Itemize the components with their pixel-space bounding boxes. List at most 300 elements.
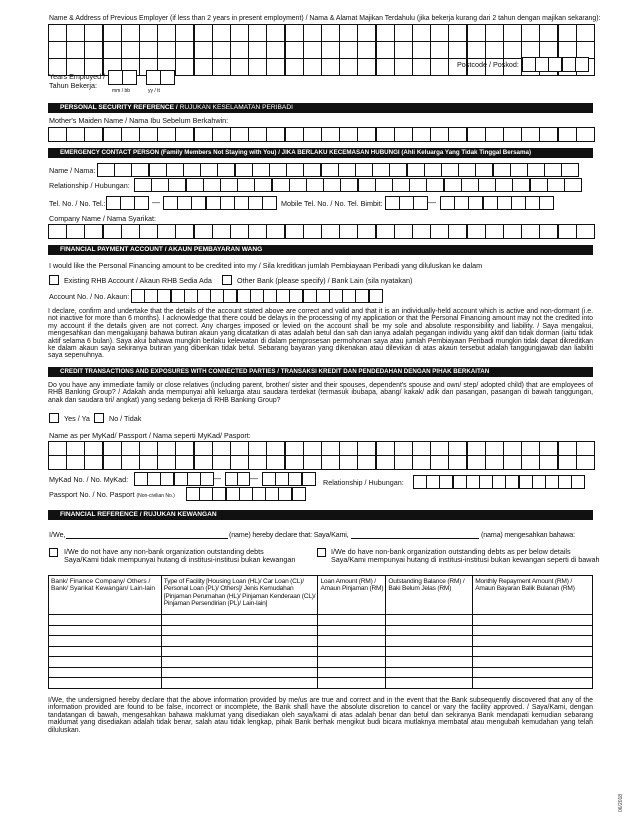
char-cell[interactable] [292, 487, 306, 501]
table-cell[interactable] [49, 646, 162, 657]
char-cell[interactable] [321, 455, 340, 470]
char-cell[interactable] [376, 58, 395, 76]
char-cell[interactable] [248, 24, 267, 42]
char-cell[interactable] [539, 441, 558, 456]
table-cell[interactable] [386, 646, 473, 657]
table-cell[interactable] [161, 636, 318, 647]
char-cell[interactable] [339, 41, 358, 59]
char-cell[interactable] [448, 224, 467, 239]
char-cell[interactable] [177, 196, 192, 210]
char-cell[interactable] [122, 70, 137, 85]
char-cell[interactable] [203, 178, 221, 192]
char-cell[interactable] [97, 163, 115, 177]
char-cell[interactable] [357, 441, 376, 456]
char-cell[interactable] [120, 196, 135, 210]
char-cell[interactable] [394, 224, 413, 239]
char-cell[interactable] [495, 178, 513, 192]
table-cell[interactable] [386, 636, 473, 647]
char-cell[interactable] [467, 224, 486, 239]
char-cell[interactable] [576, 24, 595, 42]
char-cell[interactable] [210, 289, 224, 303]
char-cell[interactable] [174, 472, 188, 486]
char-cell[interactable] [394, 41, 413, 59]
char-cell[interactable] [194, 127, 213, 142]
char-cell[interactable] [266, 24, 285, 42]
char-cell[interactable] [467, 455, 486, 470]
char-cell[interactable] [194, 24, 213, 42]
char-cell[interactable] [539, 196, 554, 210]
char-cell[interactable] [430, 24, 449, 42]
char-cell[interactable] [103, 127, 122, 142]
char-cell[interactable] [131, 289, 145, 303]
char-cell[interactable] [467, 441, 486, 456]
char-cell[interactable] [510, 163, 528, 177]
char-cell[interactable] [84, 127, 103, 142]
char-cell[interactable] [266, 441, 285, 456]
char-cell[interactable] [376, 224, 395, 239]
char-cell[interactable] [48, 224, 67, 239]
char-cell[interactable] [212, 127, 231, 142]
char-cell[interactable] [458, 163, 476, 177]
char-cell[interactable] [223, 289, 237, 303]
char-cell[interactable] [539, 24, 558, 42]
char-cell[interactable] [321, 441, 340, 456]
char-cell[interactable] [339, 224, 358, 239]
char-cell[interactable] [212, 455, 231, 470]
table-cell[interactable] [318, 657, 386, 668]
char-cell[interactable] [522, 57, 536, 72]
char-cell[interactable] [121, 455, 140, 470]
char-cell[interactable] [329, 289, 343, 303]
char-cell[interactable] [239, 487, 253, 501]
char-cell[interactable] [286, 163, 304, 177]
char-cell[interactable] [230, 24, 249, 42]
char-cell[interactable] [376, 455, 395, 470]
char-cell[interactable] [184, 289, 198, 303]
char-cell[interactable] [103, 24, 122, 42]
char-cell[interactable] [394, 24, 413, 42]
char-cell[interactable] [103, 41, 122, 59]
char-cell[interactable] [151, 178, 169, 192]
grid-row[interactable] [48, 41, 594, 59]
grid-row[interactable] [48, 441, 594, 456]
char-cell[interactable] [372, 163, 390, 177]
char-cell[interactable] [235, 163, 253, 177]
char-cell[interactable] [285, 24, 304, 42]
char-cell[interactable] [576, 455, 595, 470]
char-cell[interactable] [84, 455, 103, 470]
table-row[interactable] [49, 678, 593, 689]
char-cell[interactable] [467, 24, 486, 42]
char-cell[interactable] [103, 224, 122, 239]
char-cell[interactable] [547, 178, 565, 192]
char-cell[interactable] [357, 224, 376, 239]
char-cell[interactable] [389, 163, 407, 177]
char-cell[interactable] [539, 224, 558, 239]
char-cell[interactable] [266, 455, 285, 470]
char-cell[interactable] [561, 163, 579, 177]
char-cell[interactable] [212, 224, 231, 239]
char-cell[interactable] [186, 487, 200, 501]
table-cell[interactable] [386, 657, 473, 668]
char-cell[interactable] [376, 41, 395, 59]
char-cell[interactable] [265, 487, 279, 501]
char-cell[interactable] [262, 472, 276, 486]
char-cell[interactable] [511, 196, 526, 210]
table-cell[interactable] [473, 636, 593, 647]
char-cell[interactable] [479, 475, 493, 489]
char-cell[interactable] [48, 24, 67, 42]
years-mm-field[interactable] [108, 70, 136, 85]
char-cell[interactable] [66, 24, 85, 42]
char-cell[interactable] [357, 24, 376, 42]
char-cell[interactable] [323, 178, 341, 192]
char-cell[interactable] [576, 127, 595, 142]
char-cell[interactable] [399, 196, 414, 210]
char-cell[interactable] [266, 224, 285, 239]
char-cell[interactable] [385, 196, 400, 210]
char-cell[interactable] [248, 455, 267, 470]
char-cell[interactable] [157, 441, 176, 456]
char-cell[interactable] [448, 41, 467, 59]
char-cell[interactable] [230, 58, 249, 76]
char-cell[interactable] [430, 41, 449, 59]
char-cell[interactable] [234, 196, 249, 210]
char-cell[interactable] [575, 57, 589, 72]
char-cell[interactable] [357, 41, 376, 59]
char-cell[interactable] [84, 24, 103, 42]
char-cell[interactable] [466, 475, 480, 489]
table-row[interactable] [49, 625, 593, 636]
char-cell[interactable] [521, 127, 540, 142]
char-cell[interactable] [412, 24, 431, 42]
years-yy-field[interactable] [146, 70, 174, 85]
table-row[interactable] [49, 615, 593, 626]
char-cell[interactable] [157, 455, 176, 470]
char-cell[interactable] [339, 441, 358, 456]
tel-area-field[interactable] [106, 196, 149, 210]
char-cell[interactable] [186, 178, 204, 192]
table-cell[interactable] [473, 625, 593, 636]
char-cell[interactable] [412, 455, 431, 470]
char-cell[interactable] [303, 455, 322, 470]
char-cell[interactable] [278, 487, 292, 501]
char-cell[interactable] [503, 127, 522, 142]
char-cell[interactable] [171, 289, 185, 303]
char-cell[interactable] [166, 163, 184, 177]
char-cell[interactable] [485, 455, 504, 470]
char-cell[interactable] [503, 441, 522, 456]
char-cell[interactable] [220, 196, 235, 210]
table-row[interactable] [49, 646, 593, 657]
char-cell[interactable] [139, 41, 158, 59]
other-bank-checkbox[interactable] [222, 275, 232, 285]
char-cell[interactable] [430, 58, 449, 76]
table-cell[interactable] [473, 615, 593, 626]
char-cell[interactable] [175, 127, 194, 142]
char-cell[interactable] [558, 224, 577, 239]
char-cell[interactable] [548, 57, 562, 72]
char-cell[interactable] [139, 24, 158, 42]
char-cell[interactable] [505, 475, 519, 489]
char-cell[interactable] [197, 289, 211, 303]
char-cell[interactable] [134, 196, 149, 210]
mykad-part1-field[interactable] [134, 472, 213, 486]
char-cell[interactable] [225, 472, 238, 486]
char-cell[interactable] [276, 289, 290, 303]
char-cell[interactable] [430, 224, 449, 239]
char-cell[interactable] [194, 455, 213, 470]
char-cell[interactable] [412, 224, 431, 239]
char-cell[interactable] [212, 441, 231, 456]
char-cell[interactable] [103, 441, 122, 456]
char-cell[interactable] [303, 24, 322, 42]
char-cell[interactable] [157, 41, 176, 59]
char-cell[interactable] [266, 127, 285, 142]
char-cell[interactable] [121, 224, 140, 239]
char-cell[interactable] [285, 127, 304, 142]
char-cell[interactable] [340, 178, 358, 192]
char-cell[interactable] [439, 475, 453, 489]
char-cell[interactable] [103, 455, 122, 470]
char-cell[interactable] [263, 289, 277, 303]
char-cell[interactable] [303, 224, 322, 239]
char-cell[interactable] [252, 163, 270, 177]
char-cell[interactable] [562, 57, 576, 72]
table-cell[interactable] [473, 657, 593, 668]
char-cell[interactable] [358, 178, 376, 192]
char-cell[interactable] [485, 127, 504, 142]
char-cell[interactable] [121, 24, 140, 42]
char-cell[interactable] [160, 472, 174, 486]
char-cell[interactable] [571, 475, 585, 489]
char-cell[interactable] [266, 58, 285, 76]
char-cell[interactable] [302, 472, 316, 486]
char-cell[interactable] [183, 163, 201, 177]
char-cell[interactable] [321, 58, 340, 76]
char-cell[interactable] [444, 178, 462, 192]
char-cell[interactable] [564, 178, 582, 192]
char-cell[interactable] [521, 224, 540, 239]
char-cell[interactable] [521, 441, 540, 456]
char-cell[interactable] [131, 163, 149, 177]
table-cell[interactable] [386, 678, 473, 689]
char-cell[interactable] [288, 472, 302, 486]
char-cell[interactable] [248, 224, 267, 239]
char-cell[interactable] [448, 455, 467, 470]
emergency-name-field[interactable] [97, 163, 579, 177]
char-cell[interactable] [66, 127, 85, 142]
char-cell[interactable] [230, 441, 249, 456]
char-cell[interactable] [187, 472, 201, 486]
char-cell[interactable] [114, 163, 132, 177]
char-cell[interactable] [369, 289, 383, 303]
char-cell[interactable] [157, 224, 176, 239]
char-cell[interactable] [424, 163, 442, 177]
char-cell[interactable] [84, 224, 103, 239]
char-cell[interactable] [512, 178, 530, 192]
char-cell[interactable] [306, 178, 324, 192]
char-cell[interactable] [467, 127, 486, 142]
company-field[interactable] [48, 224, 594, 239]
char-cell[interactable] [376, 441, 395, 456]
char-cell[interactable] [48, 441, 67, 456]
char-cell[interactable] [440, 196, 455, 210]
char-cell[interactable] [194, 58, 213, 76]
table-cell[interactable] [49, 625, 162, 636]
char-cell[interactable] [149, 163, 167, 177]
char-cell[interactable] [375, 178, 393, 192]
table-row[interactable] [49, 657, 593, 668]
char-cell[interactable] [485, 41, 504, 59]
char-cell[interactable] [230, 41, 249, 59]
char-cell[interactable] [121, 441, 140, 456]
char-cell[interactable] [485, 224, 504, 239]
grid-row[interactable] [48, 24, 594, 42]
char-cell[interactable] [248, 41, 267, 59]
char-cell[interactable] [539, 455, 558, 470]
char-cell[interactable] [212, 487, 226, 501]
char-cell[interactable] [532, 475, 546, 489]
char-cell[interactable] [576, 224, 595, 239]
char-cell[interactable] [254, 178, 272, 192]
table-row[interactable] [49, 667, 593, 678]
table-cell[interactable] [473, 678, 593, 689]
char-cell[interactable] [558, 455, 577, 470]
char-cell[interactable] [139, 441, 158, 456]
char-cell[interactable] [321, 127, 340, 142]
table-cell[interactable] [318, 625, 386, 636]
char-cell[interactable] [503, 224, 522, 239]
char-cell[interactable] [163, 196, 178, 210]
table-cell[interactable] [318, 646, 386, 657]
char-cell[interactable] [250, 289, 264, 303]
char-cell[interactable] [139, 224, 158, 239]
char-cell[interactable] [285, 224, 304, 239]
char-cell[interactable] [303, 441, 322, 456]
char-cell[interactable] [392, 178, 410, 192]
char-cell[interactable] [146, 70, 161, 85]
char-cell[interactable] [139, 127, 158, 142]
char-cell[interactable] [503, 24, 522, 42]
char-cell[interactable] [357, 58, 376, 76]
table-cell[interactable] [161, 667, 318, 678]
char-cell[interactable] [106, 196, 121, 210]
char-cell[interactable] [262, 196, 277, 210]
char-cell[interactable] [394, 58, 413, 76]
table-cell[interactable] [318, 678, 386, 689]
char-cell[interactable] [558, 475, 572, 489]
char-cell[interactable] [576, 441, 595, 456]
char-cell[interactable] [485, 24, 504, 42]
table-cell[interactable] [161, 678, 318, 689]
char-cell[interactable] [441, 163, 459, 177]
char-cell[interactable] [200, 163, 218, 177]
char-cell[interactable] [121, 41, 140, 59]
table-cell[interactable] [473, 667, 593, 678]
no-debts-checkbox[interactable] [49, 548, 58, 557]
char-cell[interactable] [168, 178, 186, 192]
table-cell[interactable] [49, 678, 162, 689]
maiden-name-field[interactable] [48, 127, 594, 142]
char-cell[interactable] [175, 441, 194, 456]
char-cell[interactable] [321, 224, 340, 239]
char-cell[interactable] [48, 41, 67, 59]
char-cell[interactable] [426, 475, 440, 489]
char-cell[interactable] [237, 178, 255, 192]
table-cell[interactable] [161, 646, 318, 657]
char-cell[interactable] [212, 41, 231, 59]
char-cell[interactable] [121, 127, 140, 142]
char-cell[interactable] [394, 127, 413, 142]
char-cell[interactable] [66, 455, 85, 470]
char-cell[interactable] [430, 455, 449, 470]
char-cell[interactable] [303, 163, 321, 177]
char-cell[interactable] [535, 57, 549, 72]
char-cell[interactable] [84, 41, 103, 59]
char-cell[interactable] [430, 127, 449, 142]
char-cell[interactable] [430, 441, 449, 456]
char-cell[interactable] [175, 455, 194, 470]
char-cell[interactable] [448, 441, 467, 456]
char-cell[interactable] [175, 224, 194, 239]
char-cell[interactable] [376, 24, 395, 42]
table-cell[interactable] [318, 636, 386, 647]
table-cell[interactable] [49, 667, 162, 678]
char-cell[interactable] [448, 24, 467, 42]
char-cell[interactable] [467, 41, 486, 59]
char-cell[interactable] [134, 178, 152, 192]
char-cell[interactable] [303, 127, 322, 142]
char-cell[interactable] [539, 127, 558, 142]
table-cell[interactable] [473, 646, 593, 657]
char-cell[interactable] [206, 196, 221, 210]
mobile-prefix-field[interactable] [385, 196, 428, 210]
char-cell[interactable] [492, 475, 506, 489]
char-cell[interactable] [339, 24, 358, 42]
char-cell[interactable] [413, 196, 428, 210]
char-cell[interactable] [66, 41, 85, 59]
char-cell[interactable] [357, 455, 376, 470]
char-cell[interactable] [355, 163, 373, 177]
char-cell[interactable] [157, 289, 171, 303]
char-cell[interactable] [157, 127, 176, 142]
char-cell[interactable] [412, 41, 431, 59]
char-cell[interactable] [558, 441, 577, 456]
char-cell[interactable] [48, 455, 67, 470]
table-cell[interactable] [49, 636, 162, 647]
char-cell[interactable] [194, 41, 213, 59]
char-cell[interactable] [503, 455, 522, 470]
table-cell[interactable] [161, 657, 318, 668]
char-cell[interactable] [217, 163, 235, 177]
char-cell[interactable] [521, 455, 540, 470]
char-cell[interactable] [409, 178, 427, 192]
yes-checkbox[interactable] [49, 413, 59, 423]
char-cell[interactable] [275, 472, 289, 486]
char-cell[interactable] [303, 58, 322, 76]
char-cell[interactable] [212, 24, 231, 42]
char-cell[interactable] [355, 289, 369, 303]
char-cell[interactable] [230, 224, 249, 239]
mobile-number-field[interactable] [440, 196, 554, 210]
relationship-field[interactable] [134, 178, 581, 192]
char-cell[interactable] [200, 472, 214, 486]
char-cell[interactable] [544, 163, 562, 177]
char-cell[interactable] [194, 441, 213, 456]
char-cell[interactable] [558, 127, 577, 142]
char-cell[interactable] [357, 127, 376, 142]
